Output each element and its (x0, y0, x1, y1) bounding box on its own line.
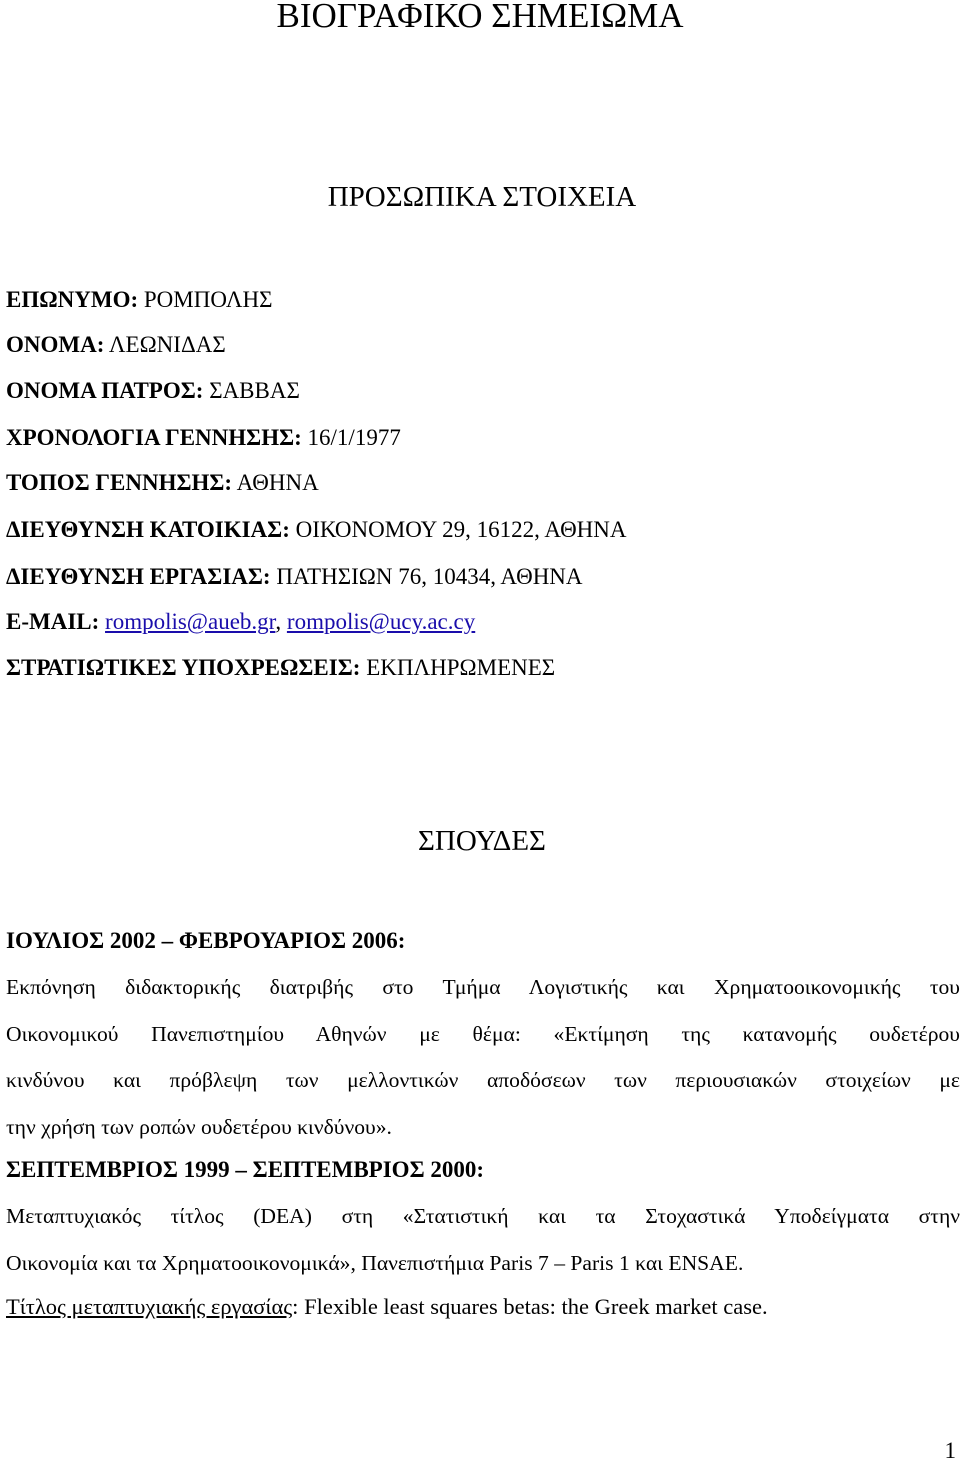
field-label: ΔΙΕΥΘΥΝΣΗ ΕΡΓΑΣΙΑΣ: (6, 564, 271, 589)
field-father-name (6, 376, 300, 406)
paragraph-line: Οικονομία και τα Χρηματοοικονομικά», Πανεπιστήμια Paris 7 – Paris 1 και ENSAE. (6, 1250, 744, 1275)
field-military-service (6, 653, 555, 683)
studies-heading: ΣΠΟΥΔΕΣ (418, 825, 546, 857)
field-email (6, 607, 475, 637)
thesis-label: Τίτλος μεταπτυχιακής εργασίας (6, 1294, 293, 1319)
field-label: ΟΝΟΜΑ ΠΑΤΡΟΣ: (6, 378, 204, 403)
study-date-dea: ΣΕΠΤΕΜΒΡΙΟΣ 1999 – ΣΕΠΤΕΜΒΡΙΟΣ 2000: (6, 1157, 485, 1182)
field-label: ΟΝΟΜΑ: (6, 332, 105, 357)
study-date-phd: ΙΟΥΛΙΟΣ 2002 – ΦΕΒΡΟΥΑΡΙΟΣ 2006: (6, 928, 406, 953)
field-work-address (6, 562, 583, 592)
page-number: 1 (944, 1438, 956, 1463)
paragraph-line: την χρήση των ροπών ουδετέρου κινδύνου». (6, 1114, 392, 1139)
paragraph-line: Οικονομικού Πανεπιστημίου Αθηνών με θέμα: «Εκτίμηση της κατανομής ουδετέρου (6, 1021, 960, 1046)
field-label: ΣΤΡΑΤΙΩΤΙΚΕΣ ΥΠΟΧΡΕΩΣΕΙΣ: (6, 655, 361, 680)
field-value: 16/1/1977 (307, 425, 401, 450)
email-link-aueb[interactable]: rompolis@aueb.gr (105, 609, 276, 634)
field-birth-date (6, 423, 401, 453)
thesis-title-line (6, 1292, 768, 1322)
field-value: ΛΕΩΝΙΔΑΣ (108, 332, 226, 357)
field-label: ΕΠΩΝΥΜΟ: (6, 287, 139, 312)
document-title: ΒΙΟΓΡΑΦΙΚΟ ΣΗΜΕΙΩΜΑ (276, 0, 684, 35)
field-label: ΧΡΟΝΟΛΟΓΙΑ ΓΕΝΝΗΣΗΣ: (6, 425, 302, 450)
paragraph-line: Μεταπτυχιακός τίτλος (DEA) στη «Στατιστική και τα Στοχαστικά Υποδείγματα στην (6, 1204, 960, 1228)
field-value: ΠΑΤΗΣΙΩΝ 76, 10434, ΑΘΗΝΑ (276, 564, 583, 589)
field-name (6, 330, 226, 360)
field-label: E-MAIL: (6, 609, 100, 634)
personal-info-heading: ΠΡΟΣΩΠΙΚΑ ΣΤΟΙΧΕΙΑ (327, 181, 637, 213)
thesis-colon: : (292, 1294, 299, 1319)
email-separator: , (275, 609, 282, 634)
paragraph-line: Εκπόνηση διδακτορικής διατριβής στο Τμήμα Λογιστικής και Χρηματοοικονομικής του (6, 975, 960, 999)
field-label: ΔΙΕΥΘΥΝΣΗ ΚΑΤΟΙΚΙΑΣ: (6, 517, 290, 542)
study-description-phd (6, 964, 960, 1150)
field-value: ΑΘΗΝΑ (236, 470, 319, 495)
email-link-ucy[interactable]: rompolis@ucy.ac.cy (286, 609, 476, 634)
field-value: ΡΟΜΠΟΛΗΣ (143, 287, 273, 312)
field-value: ΣΑΒΒΑΣ (209, 378, 300, 403)
thesis-title: Flexible least squares betas: the Greek market case. (298, 1294, 768, 1319)
paragraph-line: κινδύνου και πρόβλεψη των μελλοντικών αποδόσεων των περιουσιακών στοιχείων με (6, 1068, 960, 1092)
field-birth-place (6, 468, 319, 498)
field-label: ΤΟΠΟΣ ΓΕΝΝΗΣΗΣ: (6, 470, 233, 495)
field-surname (6, 285, 273, 315)
study-description-dea (6, 1193, 960, 1286)
field-value: ΟΙΚΟΝΟΜΟΥ 29, 16122, ΑΘΗΝΑ (295, 517, 627, 542)
field-value: ΕΚΠΛΗΡΩΜΕΝΕΣ (366, 655, 556, 680)
field-home-address (6, 515, 627, 545)
